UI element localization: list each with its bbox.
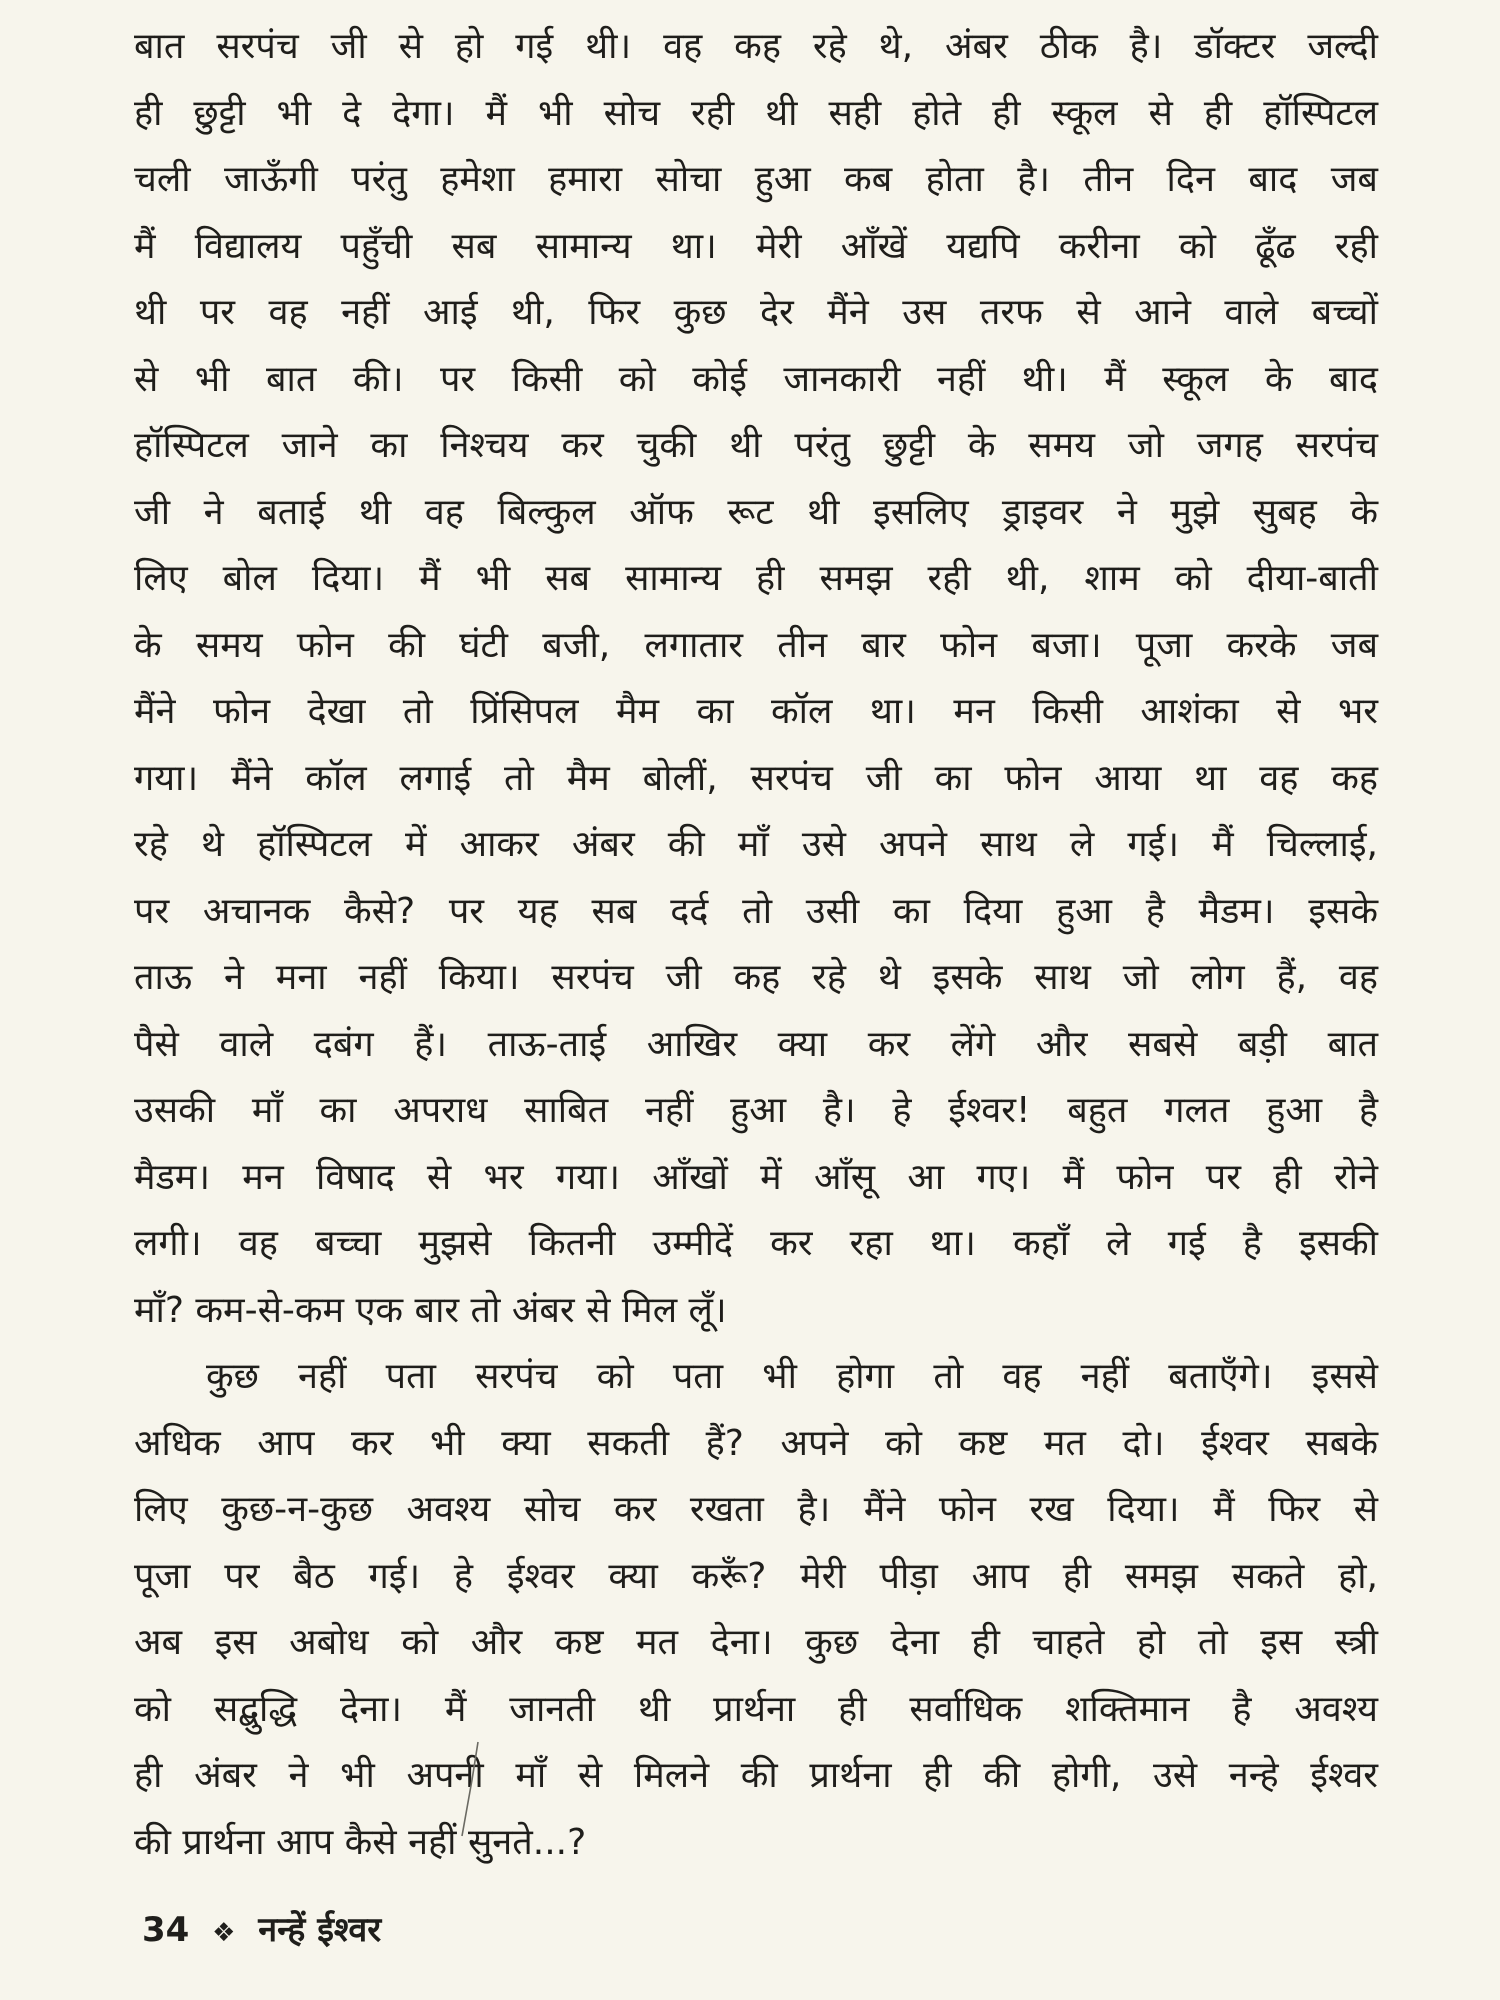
- body-text: [134, 14, 1378, 1876]
- text-line: पूजा पर बैठ गई। हे ईश्वर क्या करूँ? मेरी पीड़ा आप ही समझ सकते हो,: [134, 1555, 1378, 1597]
- text-line: से भी बात की। पर किसी को कोई जानकारी नहीं थी। मैं स्कूल के बाद: [134, 358, 1378, 400]
- text-line: अधिक आप कर भी क्या सकती हैं? अपने को कष्ट मत दो। ईश्वर सबके: [134, 1422, 1378, 1464]
- text-line: मैंने फोन देखा तो प्रिंसिपल मैम का कॉल था। मन किसी आशंका से भर: [134, 691, 1378, 732]
- text-line: लिए कुछ-न-कुछ अवश्य सोच कर रखता है। मैंने फोन रख दिया। मैं फिर से: [134, 1489, 1378, 1530]
- text-line: गया। मैंने कॉल लगाई तो मैम बोलीं, सरपंच जी का फोन आया था वह कह: [134, 757, 1378, 799]
- text-line: बात सरपंच जी से हो गई थी। वह कह रहे थे, अंबर ठीक है। डॉक्टर जल्दी: [134, 26, 1378, 67]
- text-line: पैसे वाले दबंग हैं। ताऊ-ताई आखिर क्या कर लेंगे और सबसे बड़ी बात: [134, 1023, 1378, 1065]
- text-line: मैडम। मन विषाद से भर गया। आँखों में आँसू आ गए। मैं फोन पर ही रोने: [134, 1156, 1378, 1198]
- text-line: लगी। वह बच्चा मुझसे कितनी उम्मीदें कर रहा था। कहाँ ले गई है इसकी: [134, 1223, 1378, 1264]
- text-line: को सद्बुद्धि देना। मैं जानती थी प्रार्थना ही सर्वाधिक शक्तिमान है अवश्य: [134, 1688, 1378, 1730]
- text-line: मैं विद्यालय पहुँची सब सामान्य था। मेरी आँखें यद्यपि करीना को ढूँढ रही: [134, 225, 1378, 267]
- page-number: 34: [142, 1910, 190, 1950]
- diamond-ornament-icon: ❖: [212, 1918, 236, 1948]
- text-line: पर अचानक कैसे? पर यह सब दर्द तो उसी का दिया हुआ है मैडम। इसके: [134, 890, 1378, 932]
- text-line: ताऊ ने मना नहीं किया। सरपंच जी कह रहे थे इसके साथ जो लोग हैं, वह: [134, 957, 1378, 998]
- text-line: चली जाऊँगी परंतु हमेशा हमारा सोचा हुआ कब होता है। तीन दिन बाद जब: [134, 159, 1378, 200]
- text-line: ही अंबर ने भी अपनी माँ से मिलने की प्रार्थना ही की होगी, उसे नन्हे ईश्वर: [134, 1755, 1378, 1796]
- text-line: थी पर वह नहीं आई थी, फिर कुछ देर मैंने उस तरफ से आने वाले बच्चों: [134, 292, 1378, 333]
- book-title: नन्हें ईश्वर: [258, 1910, 382, 1950]
- text-line: लिए बोल दिया। मैं भी सब सामान्य ही समझ रही थी, शाम को दीया-बाती: [134, 558, 1378, 599]
- text-line: की प्रार्थना आप कैसे नहीं सुनते...?: [134, 1821, 587, 1863]
- text-line: के समय फोन की घंटी बजी, लगातार तीन बार फोन बजा। पूजा करके जब: [134, 624, 1379, 666]
- text-line: माँ? कम-से-कम एक बार तो अंबर से मिल लूँ।: [134, 1289, 727, 1331]
- text-line: जी ने बताई थी वह बिल्कुल ऑफ रूट थी इसलिए ड्राइवर ने मुझे सुबह के: [134, 491, 1378, 533]
- page-footer: [142, 1910, 381, 1953]
- text-line: कुछ नहीं पता सरपंच को पता भी होगा तो वह नहीं बताएँगे। इससे: [206, 1356, 1378, 1397]
- text-line: हॉस्पिटल जाने का निश्चय कर चुकी थी परंतु छुट्टी के समय जो जगह सरपंच: [134, 425, 1378, 466]
- text-line: ही छुट्टी भी दे देगा। मैं भी सोच रही थी सही होते ही स्कूल से ही हॉस्पिटल: [134, 92, 1378, 134]
- text-line: अब इस अबोध को और कष्ट मत देना। कुछ देना ही चाहते हो तो इस स्त्री: [134, 1622, 1378, 1663]
- text-line: रहे थे हॉस्पिटल में आकर अंबर की माँ उसे अपने साथ ले गई। मैं चिल्लाई,: [134, 824, 1378, 865]
- text-line: उसकी माँ का अपराध साबित नहीं हुआ है। हे ईश्वर! बहुत गलत हुआ है: [134, 1090, 1378, 1131]
- paper-scratch-mark: [448, 1740, 488, 1840]
